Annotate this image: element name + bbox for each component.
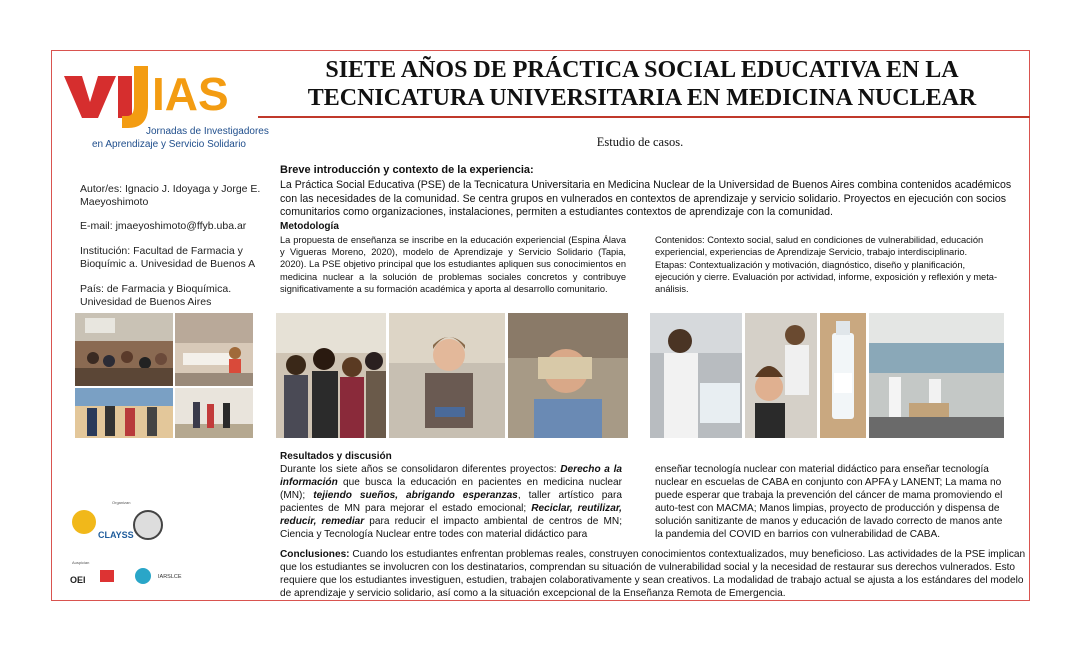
photo-patient-bed [175,313,253,386]
project-tejiendo: tejiendo sueños, abrigando esperanzas [313,490,518,501]
conclusions [280,548,1026,600]
logo-tagline-1: Jornadas de Investigadores [146,126,269,137]
methodology-stages: Etapas: Contextualización y motivación, diagnóstico, diseño y planificación, ejecución y cierre. Evaluación por actividad, informe, exposición y reflexión y meta-análisis. [655,260,998,295]
logo-tagline-2: en Aprendizaje y Servicio Solidario [92,139,246,150]
uba-seal-icon [133,510,163,540]
organizan-label: Organizan [112,500,131,505]
institution-text: Institución: Facultad de Farmacia y Bioquímic a. Univesidad de Buenos A [80,245,256,270]
authors-text: Autor/es: Ignacio J. Idoyaga y Jorge E. Maeyoshimoto [80,183,261,208]
photo-lab-student [650,313,742,438]
oei-logo-text: OEI [70,575,86,585]
photo-thumbs-up [745,313,817,438]
clayss-hand-icon [72,510,96,534]
intro-body: La Práctica Social Educativa (PSE) de la Tecnicatura Universitaria en Medicina Nuclear de la Universidad de Buenos Aires combina contenidos académicos con las necesidades de la comunidad. Se centra grupos en vulnerados en contextos de aprendizaje y servicio solidario. Proyectos en ejecución con socios comunitarios como organizaciones, instalaciones, permiten a estudiantes contextos de aprendizaje con la comunidad. [280,179,1012,218]
country-text: País: de Farmacia y Bioquímica. Univesidad de Buenos Aires [80,283,232,308]
results-text-d: para reducir el impacto ambiental de centros de MN; Ciencia y Tecnología Nuclear entre todes con material didáctico para [280,516,622,540]
results-text-c: , taller artístico para pacientes de MN para mejorar el estado emocional; [280,490,623,514]
email-text: E-mail: jmaeyoshimoto@ffyb.uba.ar [80,220,247,232]
project-derecho: Derecho a la información [280,464,623,488]
results-heading: Resultados y discusión [280,451,392,462]
methodology-left: La propuesta de enseñanza se inscribe en la educación experiencial (Espina Álava y Vigueras Moreno, 2020), modelo de Aprendizaje y Servicio Solidario (Tapia, 2020). La PSE objetivo principal que los estudiantes apliquen sus conocimientos en medicina nuclear a la solución de problemas sociales concretos y contribuye significativamente a su formación académica y aporta al desarrollo comunitario. [280,235,626,294]
conclusions-body: Cuando los estudiantes enfrentan problemas reales, construyen conocimientos contextualizados, muy beneficioso. Las actividades de la PSE implican que los estudiantes se involucren con los destinatarios, comprendan su situación de vulnerabilidad social y la necesidad de restaurar sus derechos vulnerados. Esto requiere que los estudiantes investiguen, estudien, trabajen colaborativamente y sean creativos. La modalidad de trabajo actual se ajusta a los estándares del modelo de aprendizaje y servicio solidario, así como a la situación excepcional de la Enseñanza Remota de Emergencia. [280,549,1026,599]
results-text-b: que busca la educación en pacientes en medicina nuclear (MN); [280,477,622,501]
red-sponsor-icon [100,570,114,582]
title-rule [258,116,1030,118]
poster-subtitle: Estudio de casos. [596,135,684,149]
results-right: enseñar tecnología nuclear con material didáctico para enseñar tecnología nuclear en escuelas de CABA en conjunto con APFA y LANENT; La mama no puede esperar que trabaja la prevención del cáncer de mama promoviendo el auto-test con MACMA; Manos limpias, proyecto de producción y dispensa de solución sanitizante de manos y educación de lavado correcto de manos ante la pandemia del COVID en barrios con vulnerabilidad de CABA. [655,464,1003,540]
photo-sanitizer-bottle [820,313,866,438]
methodology-contents: Contenidos: Contexto social, salud en condiciones de vulnerabilidad, educación experiencial, experiencias de Aprendizaje Servicio, trabajo interdisciplinario. [655,235,984,258]
title-line-1: SIETE AÑOS DE PRÁCTICA SOCIAL EDUCATIVA EN LA [325,57,959,83]
clayss-logo-text: CLAYSS [98,530,134,540]
title-line-2: TECNICATURA UNIVERSITARIA EN MEDICINA NUCLEAR [307,85,977,111]
photo-women-group [276,313,386,438]
poster-title [262,56,1022,112]
conclusions-heading: Conclusiones: [280,549,350,560]
methodology-heading: Metodología [280,221,339,232]
photo-knitting-woman [389,313,505,438]
intro-heading: Breve introducción y contexto de la experiencia: [280,164,534,176]
results-left [280,463,622,541]
photo-classroom [75,313,173,386]
project-reciclar: Reciclar, reutilizar, reducir, remediar [280,503,622,527]
iarslce-logo-text: IARSLCE [158,574,182,580]
photo-hallway [175,388,253,438]
blue-sponsor-icon [135,568,151,584]
photo-school-lab [869,313,1004,438]
photo-vr-headset [508,313,628,438]
svg-text:IAS: IAS [152,68,229,120]
results-text-a: Durante los siete años se consolidaron diferentes proyectos: [280,464,561,475]
photo-students-group [75,388,173,438]
auspician-label: Auspician [72,560,90,565]
